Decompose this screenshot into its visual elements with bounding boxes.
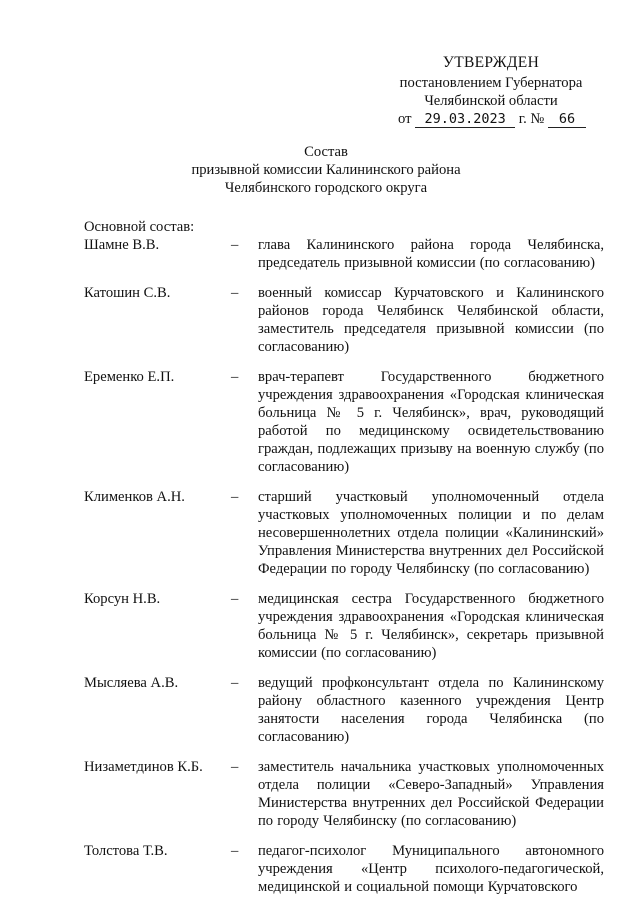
title-line-2: призывной комиссии Калининского района — [191, 162, 461, 178]
member-dash: – — [231, 237, 239, 253]
member-description: ведущий профконсультант отдела по Калининскому району областного казенного учреждения Центр занятости населения города Челябинска (по согласованию) — [258, 675, 604, 745]
document-title — [100, 143, 552, 197]
member-row — [84, 590, 604, 662]
member-description: старший участковый уполномоченный отдела участковых уполномоченных полиции и по делам несовершеннолетних отдела полиции «Калининский» Управления Министерства внутренних дел Российской Федерации по городу Челябинску (по согласованию) — [258, 489, 604, 577]
date-suffix: г. № — [518, 111, 545, 127]
member-dash: – — [231, 369, 239, 385]
member-description: глава Калининского района города Челябинска, председатель призывной комиссии (по согласованию) — [258, 237, 604, 271]
title-line-1: Состав — [304, 144, 348, 160]
member-description: педагог-психолог Муниципального автономного учреждения «Центр психолого-педагогической, медицинской и социальной помощи Курчатовского — [258, 843, 604, 895]
member-name: Шамне В.В. — [84, 237, 160, 253]
title-line-3: Челябинского городского округа — [224, 180, 428, 196]
member-row — [84, 368, 604, 476]
member-dash: – — [231, 489, 239, 505]
member-description: заместитель начальника участковых уполномоченных отдела полиции «Северо-Западный» Управления Министерства внутренних дел Российской Федерации по городу Челябинску (по согласованию) — [258, 759, 604, 829]
member-description: военный комиссар Курчатовского и Калининского районов города Челябинск Челябинской области, заместитель председателя призывной комиссии (по согласованию) — [258, 285, 604, 355]
member-row — [84, 758, 604, 830]
member-row — [84, 842, 604, 896]
member-description: врач-терапевт Государственного бюджетного учреждения здравоохранения «Городская клиническая больница № 5 г. Челябинск», врач, руководящий работой по медицинскому освидетельствованию граждан, подлежащих призыву на военную службу (по согласованию) — [258, 369, 604, 475]
member-dash: – — [231, 285, 239, 301]
date-prefix: от — [398, 111, 412, 127]
section-label: Основной состав: — [84, 219, 195, 235]
approved-heading: УТВЕРЖДЕН — [442, 54, 540, 71]
members-list — [84, 236, 604, 896]
member-name: Еременко Е.П. — [84, 369, 175, 385]
member-row — [84, 674, 604, 746]
approval-region-line: Челябинской области — [424, 93, 558, 109]
member-description: медицинская сестра Государственного бюджетного учреждения здравоохранения «Городская клиническая больница № 5 г. Челябинск», секретарь призывной комиссии (по согласованию) — [258, 591, 604, 661]
member-name: Толстова Т.В. — [84, 843, 168, 859]
member-name: Низаметдинов К.Б. — [84, 759, 203, 775]
member-name: Корсун Н.В. — [84, 591, 161, 607]
member-row — [84, 284, 604, 356]
member-dash: – — [231, 591, 239, 607]
decree-number: 66 — [548, 111, 586, 128]
member-name: Катошин С.В. — [84, 285, 171, 301]
member-name: Мысляева А.В. — [84, 675, 179, 691]
member-row — [84, 236, 604, 272]
decree-date: 29.03.2023 — [415, 111, 515, 128]
member-dash: – — [231, 759, 239, 775]
member-row — [84, 488, 604, 578]
member-dash: – — [231, 843, 239, 859]
member-dash: – — [231, 675, 239, 691]
approval-decree-line: постановлением Губернатора — [399, 75, 583, 91]
approval-date-line — [380, 110, 602, 128]
approval-stamp — [380, 54, 602, 128]
member-name: Клименков А.Н. — [84, 489, 185, 505]
